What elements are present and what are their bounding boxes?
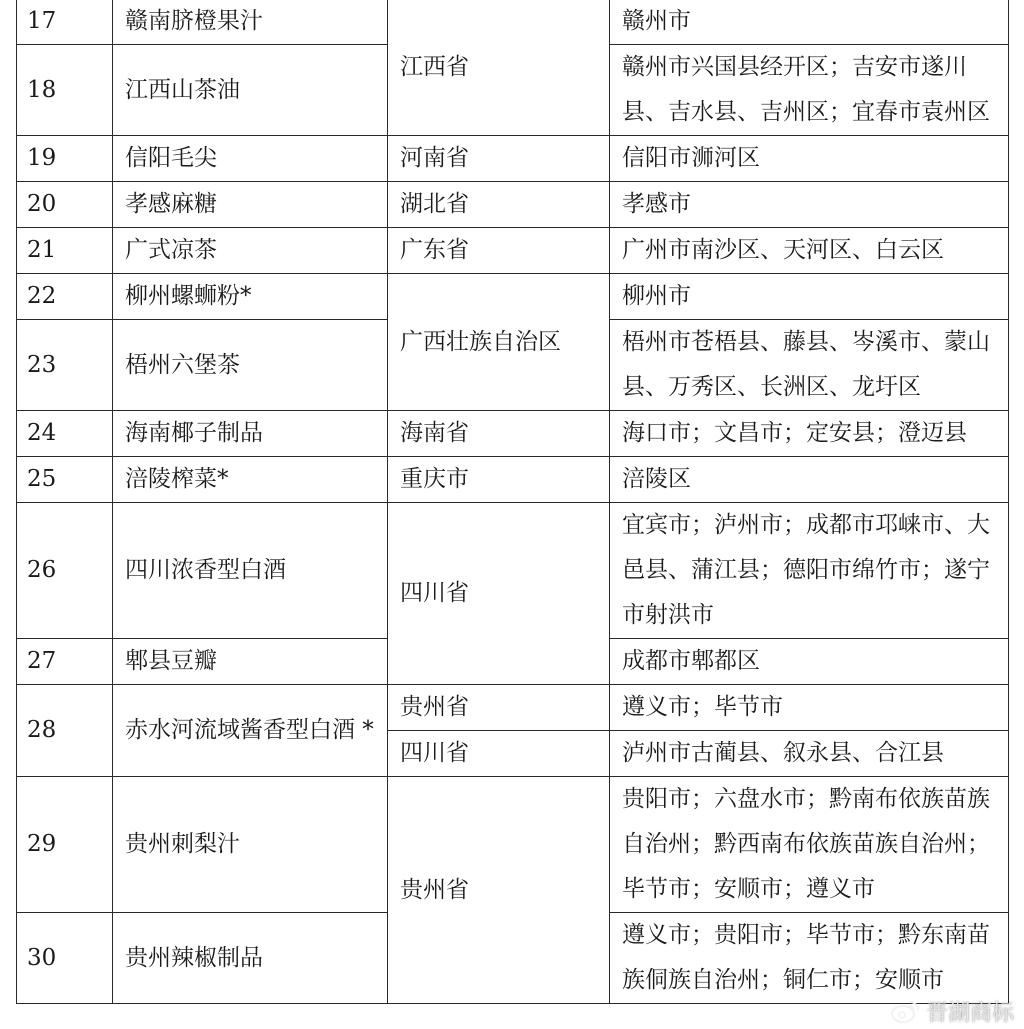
table-row <box>17 411 1009 457</box>
table-row <box>17 228 1009 274</box>
region: 遵义市；毕节市 <box>610 685 1009 731</box>
table-row <box>17 0 1009 45</box>
product-name: 广式凉茶 <box>113 228 388 274</box>
row-number: 23 <box>17 320 113 411</box>
product-name: 贵州辣椒制品 <box>113 913 388 1004</box>
product-name: 赣南脐橙果汁 <box>113 0 388 45</box>
product-name: 赤水河流域酱香型白酒 * <box>113 685 388 777</box>
product-table <box>16 0 1009 1004</box>
row-number: 24 <box>17 411 113 457</box>
product-name: 孝感麻糖 <box>113 182 388 228</box>
province: 湖北省 <box>388 182 610 228</box>
region: 孝感市 <box>610 182 1009 228</box>
row-number: 19 <box>17 136 113 182</box>
row-number: 25 <box>17 457 113 503</box>
watermark-text: 晋湖商标 <box>925 1001 1014 1026</box>
product-name: 柳州螺蛳粉* <box>113 274 388 320</box>
weibo-icon <box>890 999 920 1025</box>
region: 成都市郫都区 <box>610 639 1009 685</box>
product-name: 四川浓香型白酒 <box>113 503 388 639</box>
product-name: 江西山茶油 <box>113 45 388 136</box>
province: 四川省 <box>388 731 610 777</box>
product-name: 海南椰子制品 <box>113 411 388 457</box>
watermark <box>890 996 1014 1027</box>
region: 赣州市兴国县经开区；吉安市遂川县、吉水县、吉州区；宜春市袁州区 <box>610 45 1009 136</box>
region: 信阳市浉河区 <box>610 136 1009 182</box>
row-number: 18 <box>17 45 113 136</box>
table-row <box>17 457 1009 503</box>
product-name: 信阳毛尖 <box>113 136 388 182</box>
row-number: 28 <box>17 685 113 777</box>
product-name: 梧州六堡茶 <box>113 320 388 411</box>
province: 河南省 <box>388 136 610 182</box>
table-row <box>17 685 1009 731</box>
table-row <box>17 182 1009 228</box>
province: 广西壮族自治区 <box>388 274 610 411</box>
product-name: 贵州刺梨汁 <box>113 777 388 913</box>
row-number: 27 <box>17 639 113 685</box>
product-name: 涪陵榨菜* <box>113 457 388 503</box>
region: 贵阳市；六盘水市；黔南布依族苗族自治州；黔西南布依族苗族自治州；毕节市；安顺市；遵义市 <box>610 777 1009 913</box>
region: 海口市；文昌市；定安县；澄迈县 <box>610 411 1009 457</box>
region: 梧州市苍梧县、藤县、岑溪市、蒙山县、万秀区、长洲区、龙圩区 <box>610 320 1009 411</box>
product-name: 郫县豆瓣 <box>113 639 388 685</box>
province: 贵州省 <box>388 685 610 731</box>
row-number: 21 <box>17 228 113 274</box>
province: 贵州省 <box>388 777 610 1004</box>
province: 重庆市 <box>388 457 610 503</box>
region: 涪陵区 <box>610 457 1009 503</box>
table-row <box>17 136 1009 182</box>
province: 江西省 <box>388 0 610 136</box>
row-number: 29 <box>17 777 113 913</box>
row-number: 17 <box>17 0 113 45</box>
table-row <box>17 274 1009 320</box>
province: 四川省 <box>388 503 610 685</box>
province: 海南省 <box>388 411 610 457</box>
table-row <box>17 503 1009 639</box>
region: 广州市南沙区、天河区、白云区 <box>610 228 1009 274</box>
region: 泸州市古蔺县、叙永县、合江县 <box>610 731 1009 777</box>
region: 遵义市；贵阳市；毕节市；黔东南苗族侗族自治州；铜仁市；安顺市 <box>610 913 1009 1004</box>
row-number: 26 <box>17 503 113 639</box>
row-number: 20 <box>17 182 113 228</box>
row-number: 22 <box>17 274 113 320</box>
region: 赣州市 <box>610 0 1009 45</box>
region: 宜宾市；泸州市；成都市邛崃市、大邑县、蒲江县；德阳市绵竹市；遂宁市射洪市 <box>610 503 1009 639</box>
region: 柳州市 <box>610 274 1009 320</box>
province: 广东省 <box>388 228 610 274</box>
row-number: 30 <box>17 913 113 1004</box>
table-row <box>17 777 1009 913</box>
